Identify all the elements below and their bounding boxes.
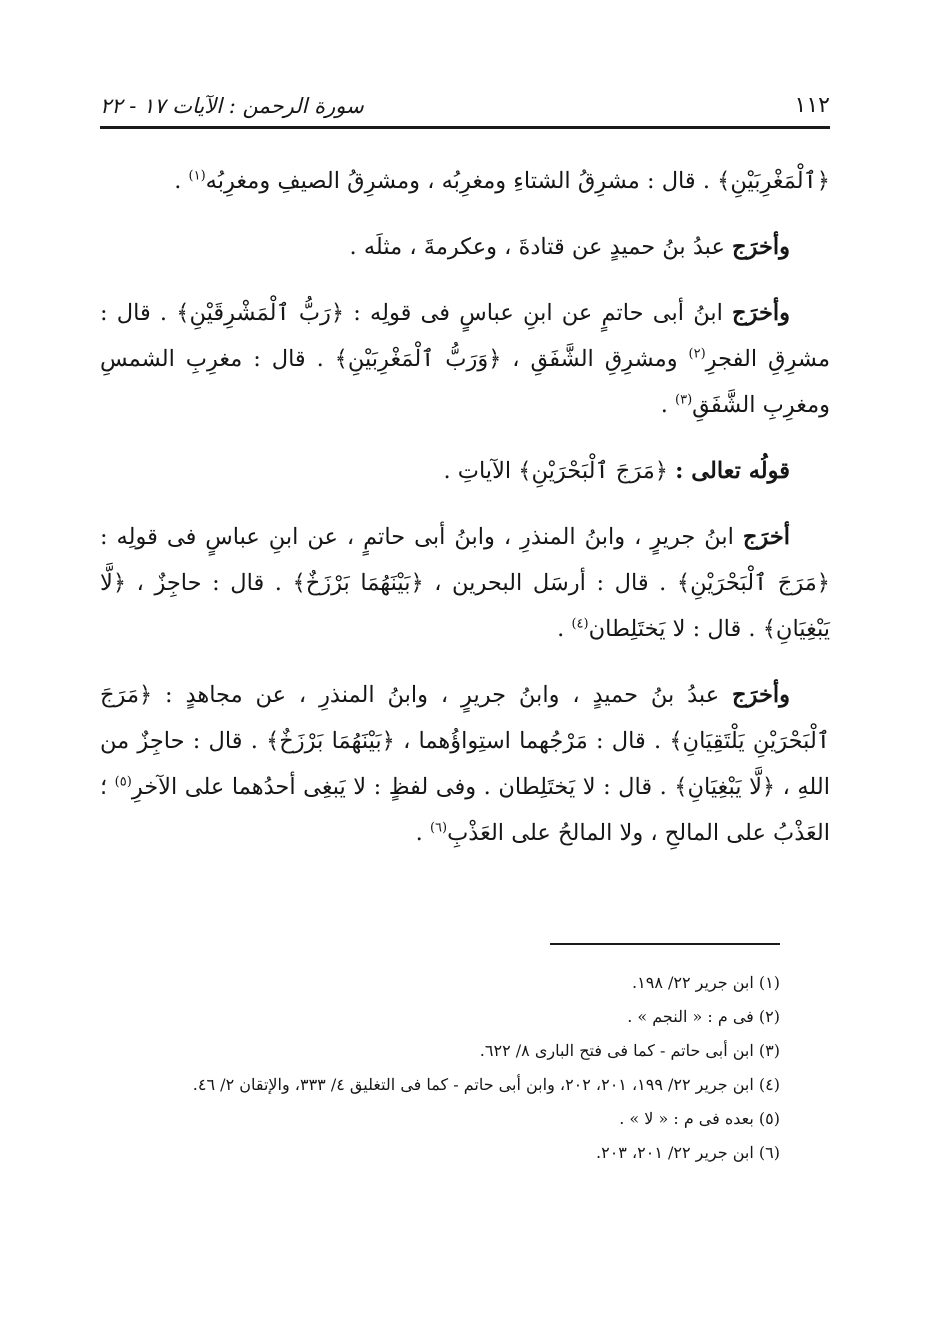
footnote: (٦) ابن جرير ٢٢/ ٢٠١، ٢٠٣. (596, 1143, 780, 1162)
paragraph (100, 672, 830, 856)
text-run: . (557, 616, 572, 642)
paragraph (100, 158, 830, 204)
footnote-marker: (٣) (675, 392, 693, 408)
text-run: ابنُ أبى حاتمٍ عن ابنِ عباسٍ فى قولِه : ﴿رَبُّ ٱلْمَشْرِقَيْنِ﴾ . قال : مشرِقِ الفجرِ (100, 300, 831, 372)
text-run: ابنُ جريرٍ ، وابنُ المنذرِ ، وابنُ أبى حاتمٍ ، عن ابنِ عباسٍ فى قولِه : ﴿مَرَجَ ٱلْبَحْرَيْنِ﴾ . قال : أرسَل البحرين ، ﴿بَيْنَهُمَا بَرْزَخٌ﴾ . قال : حاجِزٌ ، ﴿لَّا يَبْغِيَانِ﴾ . قال : لا يَختَلِطان (100, 524, 830, 642)
text-run: ﴿مَرَجَ ٱلْبَحْرَيْنِ﴾ الآياتِ . (443, 458, 676, 484)
footnote-marker: (٥) (114, 774, 132, 790)
text-run: . (174, 168, 189, 194)
footnote: (١) ابن جرير ٢٢/ ١٩٨. (632, 973, 780, 992)
page-header (100, 78, 830, 118)
text-run: . (660, 392, 675, 418)
running-title: سورة الرحمن : الآيات ١٧ - ٢٢ (100, 94, 364, 118)
lead-phrase: وأخرَج (732, 300, 790, 326)
footnotes (100, 966, 780, 1170)
footnote: (٤) ابن جرير ٢٢/ ١٩٩، ٢٠١، ٢٠٢، وابن أبى حاتم - كما فى التغليق ٤/ ٣٣٣، والإتقان ٢/ ٤٦. (192, 1075, 780, 1094)
lead-phrase: وأخرَج (732, 234, 790, 260)
text-run: عبدُ بنُ حميدٍ عن قتادةَ ، وعكرمةَ ، مثلَه . (349, 234, 733, 260)
header-rule (100, 126, 830, 129)
text-run: . (415, 820, 430, 846)
lead-phrase: أخرَج (742, 524, 790, 550)
paragraph (100, 448, 830, 494)
footnote-marker: (٤) (571, 616, 589, 632)
text-run: ومشرِقِ الشَّفَقِ ، ﴿وَرَبُّ ٱلْمَغْرِبَيْنِ﴾ . قال : مغرِبِ الشمسِ ومغرِبِ الشَّفَقِ (100, 346, 830, 418)
text-run: ؛ العَذْبُ على المالحِ ، ولا المالحُ على العَذْبِ (100, 774, 830, 846)
text-run: عبدُ بنُ حميدٍ ، وابنُ جريرٍ ، وابنُ المنذرِ ، عن مجاهدٍ : ﴿مَرَجَ ٱلْبَحْرَيْنِ يَلْتَقِيَانِ﴾ . قال : مَرْجُهما استِواؤُهما ، ﴿بَيْنَهُمَا بَرْزَخٌ﴾ . قال : حاجِزٌ من اللهِ ، ﴿لَّا يَبْغِيَانِ﴾ . قال : لا يَختَلِطان . وفى لفظٍ : لا يَبغِى أحدُهما على الآخرِ (100, 682, 830, 800)
lead-phrase: وأخرَج (732, 682, 790, 708)
paragraph (100, 514, 830, 652)
footnote-marker: (٢) (688, 346, 706, 362)
footnote-marker: (٦) (429, 820, 448, 836)
main-text (100, 158, 830, 876)
paragraph (100, 290, 830, 428)
text-run: ﴿ٱلْمَغْرِبَيْنِ﴾ . قال : مشرِقُ الشتاءِ ومغرِبُه ، ومشرِقُ الصيفِ ومغرِبُه (205, 168, 830, 194)
footnote-marker: (١) (188, 168, 206, 184)
footnote: (٣) ابن أبى حاتم - كما فى فتح البارى ٨/ ٦٢٢. (479, 1041, 780, 1060)
paragraph (100, 224, 830, 270)
footnote: (٢) فى م : « النجم » . (627, 1007, 780, 1026)
footnote-separator (550, 943, 780, 945)
page-number: ١١٢ (794, 93, 830, 118)
lead-phrase: قولُه تعالى : (675, 458, 790, 484)
footnote: (٥) بعده فى م : « لا » . (619, 1109, 780, 1128)
